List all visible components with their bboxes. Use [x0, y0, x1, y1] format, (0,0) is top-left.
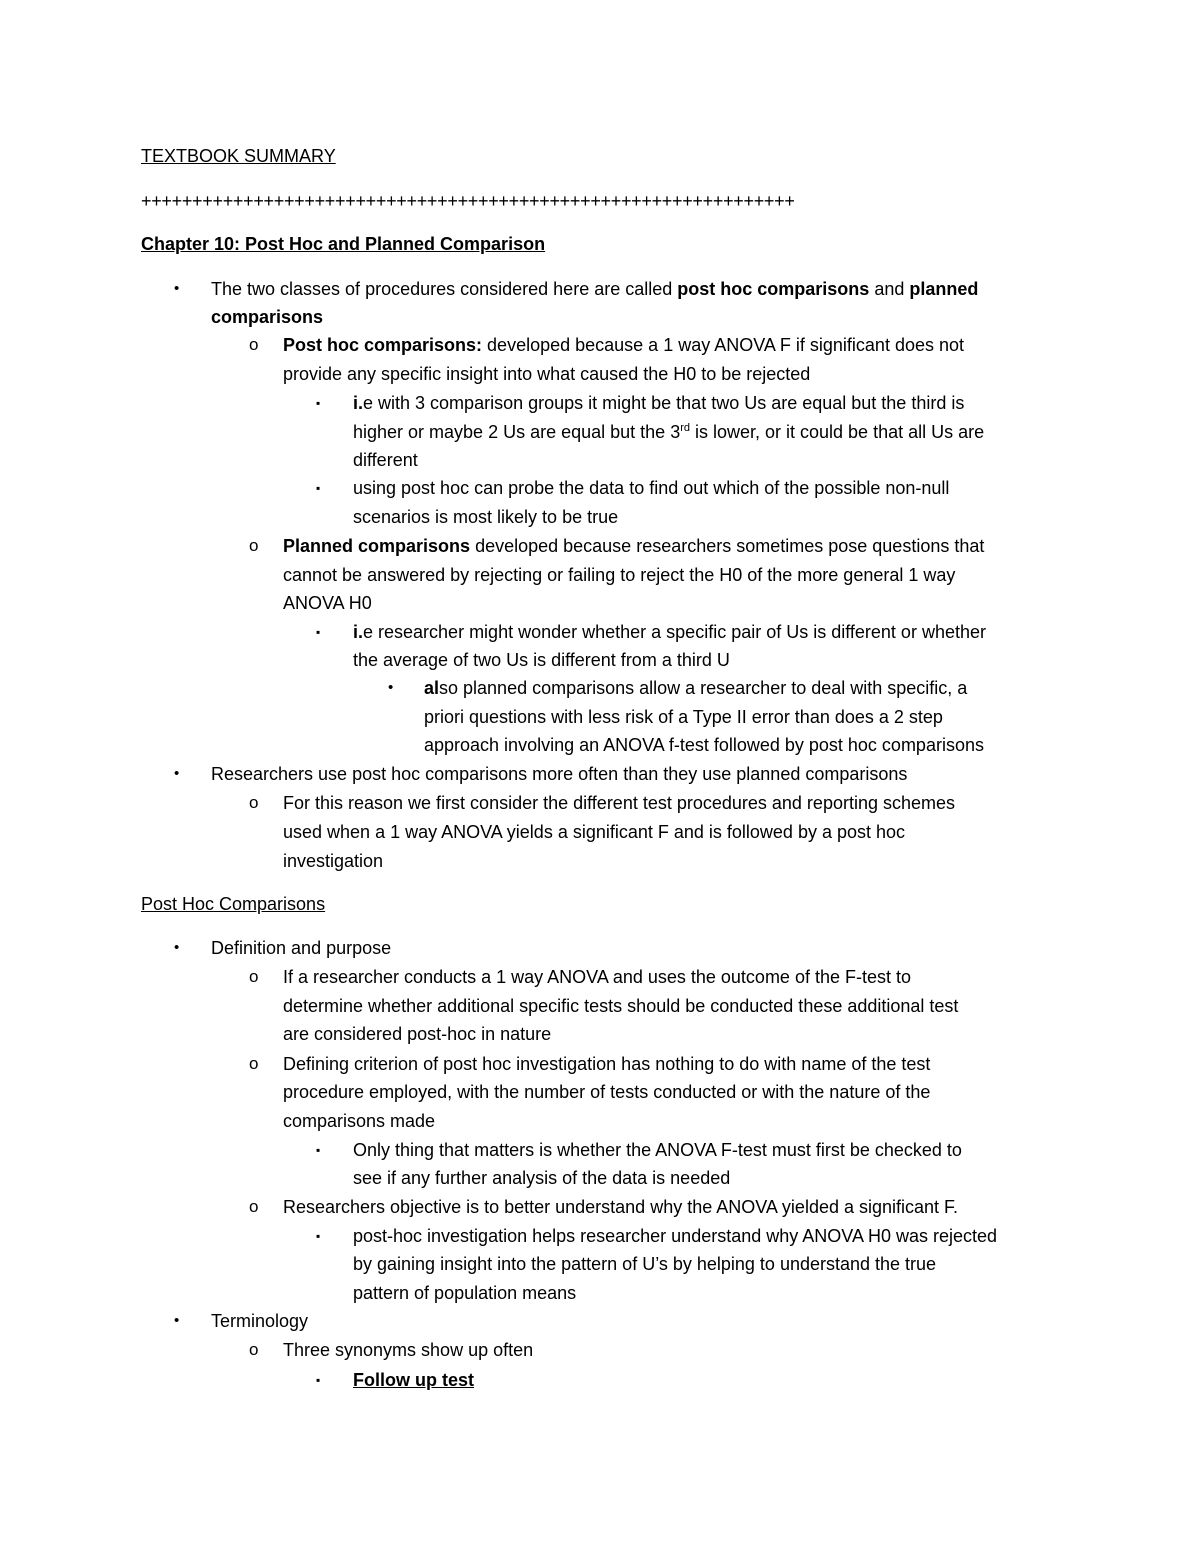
bullet-text-line	[211, 306, 323, 328]
bullet-marker: •	[174, 1312, 180, 1329]
bullet-marker: •	[174, 765, 180, 782]
bullet-marker: •	[174, 280, 180, 297]
item-text-line: post-hoc investigation helps researcher understand why ANOVA H0 was rejected	[353, 1226, 998, 1246]
subbullet-text-line: used when a 1 way ANOVA yields a significant F and is followed by a post hoc	[283, 822, 906, 842]
subbullet-text-line: are considered post-hoc in nature	[283, 1024, 552, 1044]
square-marker: ▪	[316, 1373, 321, 1387]
square-marker: ▪	[316, 1143, 321, 1157]
item-text-line: see if any further analysis of the data is needed	[353, 1168, 731, 1188]
subbullet-text-line	[283, 535, 984, 557]
subbullet-text-line: Researchers objective is to better understand why the ANOVA yielded a significant F.	[283, 1197, 959, 1217]
item-text-line: scenarios is most likely to be true	[353, 507, 619, 527]
bullet-text-line	[211, 278, 978, 300]
item-text-line: approach involving an ANOVA f-test followed by post hoc comparisons	[424, 735, 984, 755]
item-text: so planned comparisons allow a researcher to deal with specific, a	[439, 678, 968, 698]
subbullet-text: developed because researchers sometimes pose questions that	[470, 536, 985, 556]
bullet-text: and	[869, 279, 910, 299]
item-text-line	[353, 1369, 474, 1391]
subbullet-text-line: For this reason we first consider the different test procedures and reporting schemes	[283, 793, 956, 813]
item-text: e with 3 comparison groups it might be that two Us are equal but the third is	[363, 393, 965, 413]
subbullet-text-line: determine whether additional specific tests should be conducted these additional test	[283, 996, 959, 1016]
subbullet-text: developed because a 1 way ANOVA F if significant does not	[482, 335, 965, 355]
circle-marker: o	[249, 1197, 259, 1216]
item-text-line	[353, 621, 986, 643]
bold-term: i.	[353, 393, 364, 413]
item-text-line	[353, 421, 984, 443]
chapter-heading	[141, 233, 545, 255]
subbullet-text-line: comparisons made	[283, 1111, 436, 1131]
circle-marker: o	[249, 793, 259, 812]
item-text-line: Only thing that matters is whether the ANOVA F-test must first be checked to	[353, 1140, 962, 1160]
item-text: e researcher might wonder whether a specific pair of Us is different or whether	[363, 622, 986, 642]
bullet-text: The two classes of procedures considered here are called	[211, 279, 678, 299]
bold-term: comparisons	[211, 307, 324, 327]
subbullet-text-line: cannot be answered by rejecting or failing to reject the H0 of the more general 1 way	[283, 565, 956, 585]
bullet-text-line: Definition and purpose	[211, 938, 392, 958]
subbullet-text-line: provide any specific insight into what caused the H0 to be rejected	[283, 364, 811, 384]
bold-term: Post hoc comparisons:	[283, 335, 483, 355]
item-text-line: pattern of population means	[353, 1283, 577, 1303]
item-text-line: the average of two Us is different from a third U	[353, 650, 730, 670]
item-text-line: by gaining insight into the pattern of U’s by helping to understand the true	[353, 1254, 937, 1274]
item-text: higher or maybe 2 Us are equal but the 3	[353, 422, 681, 442]
square-marker: ▪	[316, 396, 321, 410]
square-marker: ▪	[316, 481, 321, 495]
item-text-line: different	[353, 450, 418, 470]
subbullet-text-line: Defining criterion of post hoc investigation has nothing to do with name of the test	[283, 1054, 931, 1074]
item-text: is lower, or it could be that all Us are	[689, 422, 985, 442]
item-text-line: using post hoc can probe the data to find out which of the possible non-null	[353, 478, 950, 498]
bullet-marker: •	[388, 679, 394, 696]
item-text-line	[424, 677, 967, 699]
subbullet-text-line: ANOVA H0	[283, 593, 372, 613]
bullet-text-line: Researchers use post hoc comparisons more often than they use planned comparisons	[211, 764, 908, 784]
circle-marker: o	[249, 1054, 259, 1073]
item-text-line	[353, 392, 964, 414]
bold-term: planned	[909, 279, 979, 299]
superscript: rd	[680, 422, 690, 434]
circle-marker: o	[249, 536, 259, 555]
bold-term: Planned comparisons	[283, 536, 471, 556]
square-marker: ▪	[316, 625, 321, 639]
bold-term: post hoc comparisons	[677, 279, 870, 299]
subbullet-text-line: If a researcher conducts a 1 way ANOVA and uses the outcome of the F-test to	[283, 967, 911, 987]
bullet-marker: •	[174, 939, 180, 956]
subbullet-text-line: investigation	[283, 851, 384, 871]
section-heading: Post Hoc Comparisons	[141, 894, 326, 914]
document-title: TEXTBOOK SUMMARY	[141, 146, 336, 166]
bold-term: Follow up test	[353, 1370, 474, 1390]
circle-marker: o	[249, 967, 259, 986]
chapter-heading-text: Chapter 10: Post Hoc and Planned Comparison	[141, 234, 546, 254]
bullet-text-line: Terminology	[211, 1311, 309, 1331]
subbullet-text-line: procedure employed, with the number of tests conducted or with the nature of the	[283, 1082, 931, 1102]
bold-term: i.	[353, 622, 364, 642]
separator-line: ++++++++++++++++++++++++++++++++++++++++++++++++++++++++++++++++	[141, 191, 795, 211]
bold-term: al	[424, 678, 440, 698]
subbullet-text-line	[283, 334, 964, 356]
item-text-line: priori questions with less risk of a Type II error than does a 2 step	[424, 707, 943, 727]
circle-marker: o	[249, 335, 259, 354]
subbullet-text-line: Three synonyms show up often	[283, 1340, 534, 1360]
circle-marker: o	[249, 1340, 259, 1359]
square-marker: ▪	[316, 1229, 321, 1243]
